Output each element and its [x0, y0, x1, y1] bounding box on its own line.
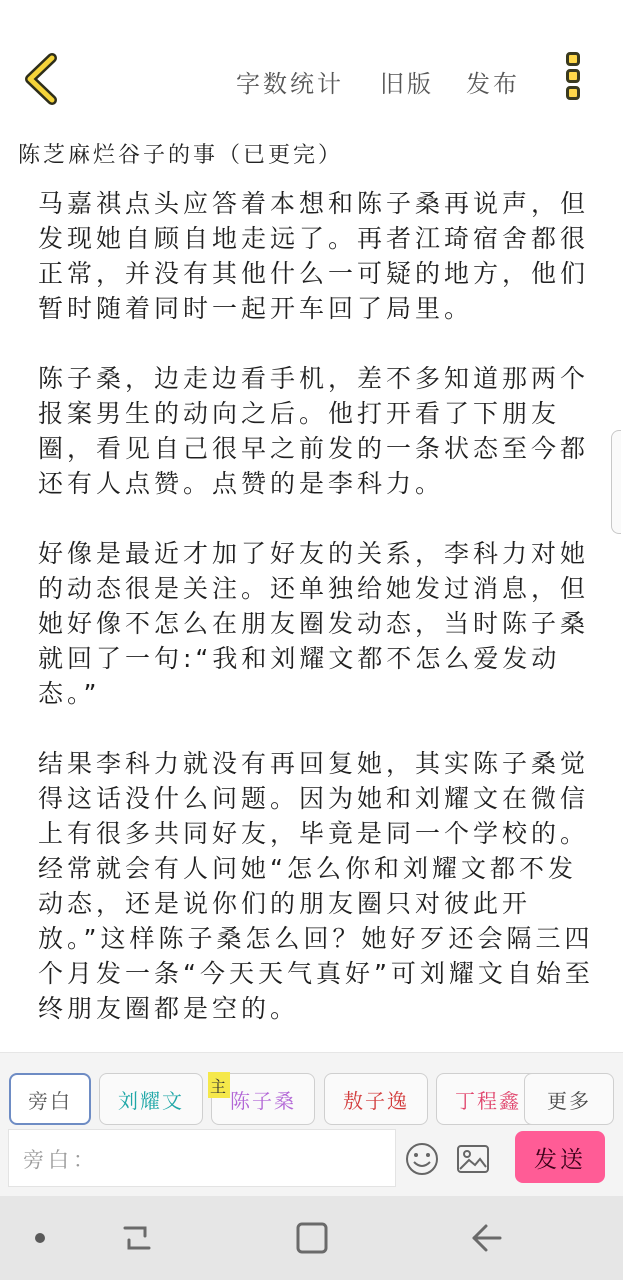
role-chip-ao-ziyi[interactable]: [324, 1073, 428, 1125]
publish-button[interactable]: 发布: [466, 70, 520, 98]
recents-icon: [115, 1216, 159, 1260]
paragraph: 陈子桑，边走边看手机，差不多知道那两个报案男生的动向之后。他打开看了下朋友圈，看见自己很早之前发的一条状态至今都还有人点赞。点赞的是李科力。: [38, 364, 590, 498]
paragraph: 好像是最近才加了好友的关系，李科力对她的动态很是关注。还单独给她发过消息，但她好像不怎么在朋友圈发动态，当时陈子桑就回了一句:“我和刘耀文都不怎么爱发动态。”: [38, 539, 590, 708]
scrollbar-thumb[interactable]: [611, 430, 621, 534]
document-title: 陈芝麻烂谷子的事（已更完）: [18, 143, 344, 168]
system-nav-bar: [0, 1196, 623, 1280]
chevron-left-icon: [18, 52, 68, 106]
role-selector-panel: [0, 1052, 623, 1196]
nav-recents-button[interactable]: [115, 1216, 159, 1260]
nav-home-button[interactable]: [290, 1216, 334, 1260]
emoji-button[interactable]: [404, 1141, 440, 1177]
more-roles-button[interactable]: [524, 1073, 614, 1125]
document-body[interactable]: [38, 186, 598, 1052]
send-button[interactable]: [515, 1131, 605, 1183]
role-label: 更多: [547, 1088, 591, 1113]
main-character-badge: 主: [208, 1072, 230, 1098]
word-count-button[interactable]: 字数统计: [236, 70, 344, 98]
image-button[interactable]: [455, 1141, 491, 1177]
role-label: 刘耀文: [118, 1088, 184, 1113]
role-chip-narrator[interactable]: [9, 1073, 91, 1125]
paragraph: 马嘉祺点头应答着本想和陈子桑再说声，但发现她自顾自地走远了。再者江琦宿舍都很正常，并没有其他什么一可疑的地方，他们暂时随着同时一起开车回了局里。: [38, 189, 590, 323]
nav-dot-button[interactable]: [18, 1216, 62, 1260]
back-button[interactable]: [18, 52, 68, 106]
top-bar: [0, 0, 623, 130]
role-chip-chen-zisang[interactable]: [211, 1073, 315, 1125]
smiley-icon: [404, 1141, 440, 1177]
role-label: 旁白: [28, 1088, 72, 1113]
image-icon: [455, 1141, 491, 1177]
role-label: 丁程鑫: [455, 1088, 521, 1113]
role-label: 陈子桑: [230, 1088, 296, 1113]
send-label: 发送: [534, 1146, 586, 1173]
vertical-dots-icon: [566, 52, 580, 66]
message-input-placeholder: 旁白：: [23, 1148, 98, 1172]
old-version-button[interactable]: 旧版: [380, 70, 434, 98]
more-menu-button[interactable]: [561, 52, 585, 104]
home-icon: [290, 1216, 334, 1260]
dot-icon: [18, 1216, 62, 1260]
back-arrow-icon: [464, 1216, 508, 1260]
role-label: 敖子逸: [343, 1088, 409, 1113]
message-input[interactable]: [8, 1129, 396, 1187]
nav-back-button[interactable]: [464, 1216, 508, 1260]
paragraph: 结果李科力就没有再回复她，其实陈子桑觉得这话没什么问题。因为她和刘耀文在微信上有很多共同好友，毕竟是同一个学校的。经常就会有人问她“怎么你和刘耀文都不发动态，还是说你们的朋友圈只对彼此开放。”这样陈子桑怎么回？她好歹还会隔三四个月发一条“今天天气真好”可刘耀文自始至终朋友圈都是空的。: [38, 749, 594, 1023]
role-chip-liu-yaowen[interactable]: [99, 1073, 203, 1125]
